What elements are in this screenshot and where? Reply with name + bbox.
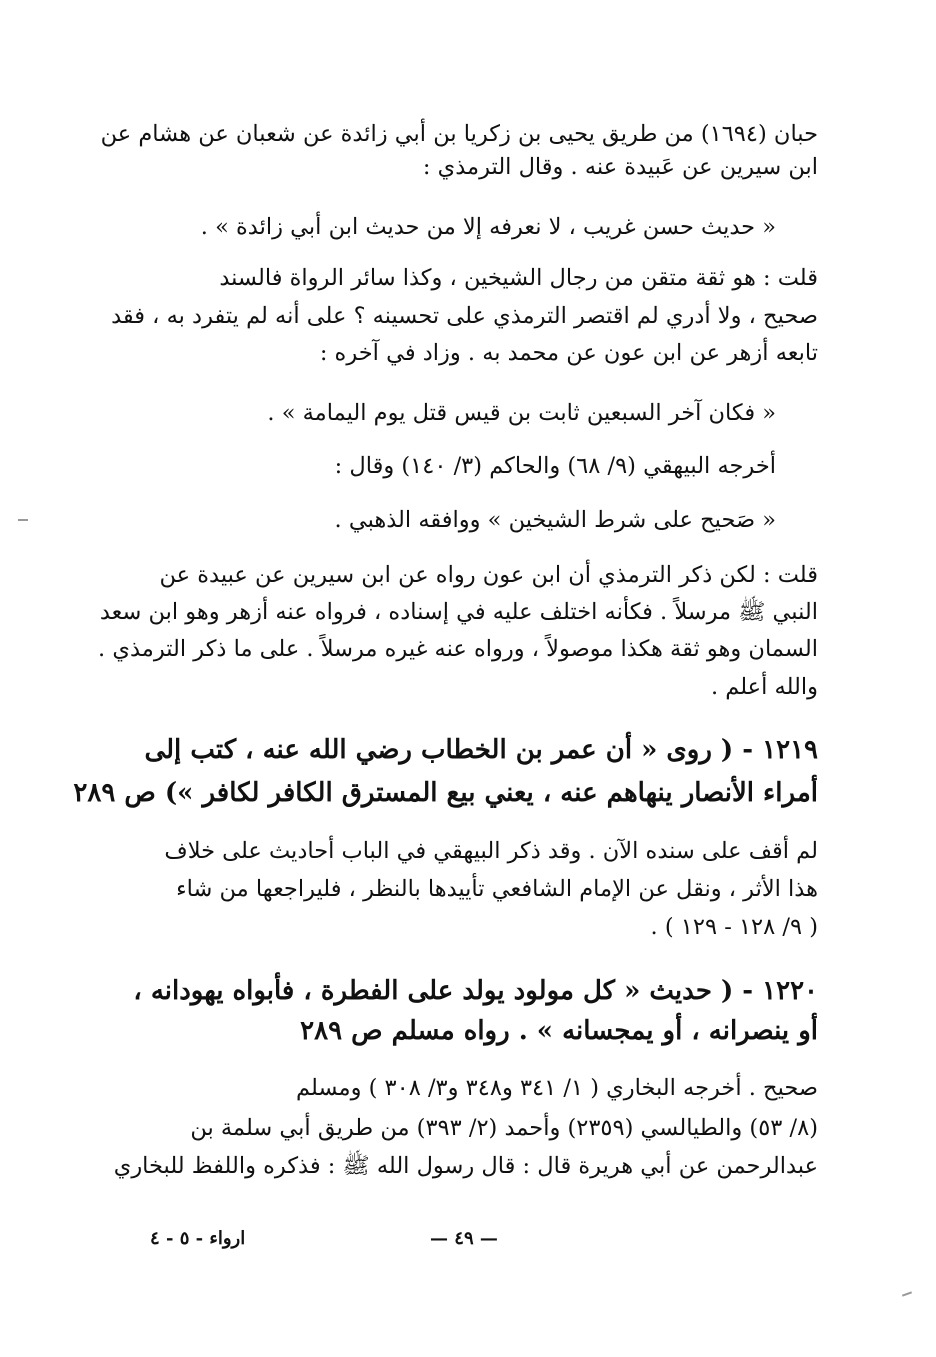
text-line: (٨/ ٥٣) والطيالسي (٢٣٥٩) وأحمد (٢/ ٣٩٣) من طريق أبي سلمة بن [190, 1115, 818, 1141]
text-line: لم أقف على سنده الآن . وقد ذكر البيهقي في الباب أحاديث على خلاف [164, 838, 818, 864]
quote-line: « صَحيح على شرط الشيخين » ووافقه الذهبي . [334, 507, 776, 533]
signature-mark: ارواء - ٥ - ٤ [150, 1228, 246, 1249]
text-line: السمان وهو ثقة هكذا موصولاً ، ورواه عنه غيره مرسلاً . على ما ذكر الترمذي . [98, 636, 818, 662]
hadith-heading-line: ١٢٢٠ - ( حديث « كل مولود يولد على الفطرة ، فأبواه يهودانه ، [133, 976, 818, 1006]
text-line: قلت : هو ثقة متقن من رجال الشيخين ، وكذا سائر الرواة فالسند [219, 265, 818, 291]
text-line: النبي ﷺ مرسلاً . فكأنه اختلف عليه في إسناده ، فرواه عنه أزهر وهو ابن سعد [99, 599, 818, 625]
hadith-heading-line: أو ينصرانه ، أو يمجسانه » . رواه مسلم ص ٢٨٩ [300, 1016, 818, 1046]
text-line: والله أعلم . [710, 674, 818, 700]
scan-margin-mark [18, 519, 28, 521]
text-line: صحيح ، ولا أدري لم اقتصر الترمذي على تحسينه ؟ على أنه لم يتفرد به ، فقد [111, 303, 818, 329]
quote-line: أخرجه البيهقي (٩/ ٦٨) والحاكم (٣/ ١٤٠) وقال : [334, 453, 776, 479]
text-line: ( ٩/ ١٢٨ - ١٢٩ ) . [650, 914, 818, 940]
text-line: قلت : لكن ذكر الترمذي أن ابن عون رواه عن ابن سيرين عن عبيدة عن [159, 562, 818, 588]
quote-line: « فكان آخر السبعين ثابت بن قيس قتل يوم اليمامة » . [267, 400, 776, 426]
text-line: ابن سيرين عن عَبيدة عنه . وقال الترمذي : [422, 154, 818, 180]
text-line: حبان (١٦٩٤) من طريق يحيى بن زكريا بن أبي زائدة عن شعبان عن هشام عن [100, 121, 818, 147]
hadith-heading-line: أمراء الأنصار ينهاهم عنه ، يعني بيع المسترق الكافر لكافر ») ص ٢٨٩ [73, 778, 818, 808]
text-line: تابعه أزهر عن ابن عون عن محمد به . وزاد في آخره : [319, 340, 818, 366]
text-line: صحيح . أخرجه البخاري ( ١/ ٣٤١ و٣٤٨ و٣/ ٣٠٨ ) ومسلم [296, 1075, 818, 1101]
text-line: عبدالرحمن عن أبي هريرة قال : قال رسول الله ﷺ : فذكره واللفظ للبخاري [113, 1153, 818, 1179]
scan-margin-mark [902, 1291, 912, 1296]
text-line: هذا الأثر ، ونقل عن الإمام الشافعي تأييدها بالنظر ، فليراجعها من شاء [176, 876, 818, 902]
quote-line: « حديث حسن غريب ، لا نعرفه إلا من حديث ابن أبي زائدة » . [200, 214, 776, 240]
page-number: — ٤٩ — [430, 1228, 498, 1249]
hadith-heading-line: ١٢١٩ - ( روى « أن عمر بن الخطاب رضي الله عنه ، كتب إلى [144, 735, 818, 765]
